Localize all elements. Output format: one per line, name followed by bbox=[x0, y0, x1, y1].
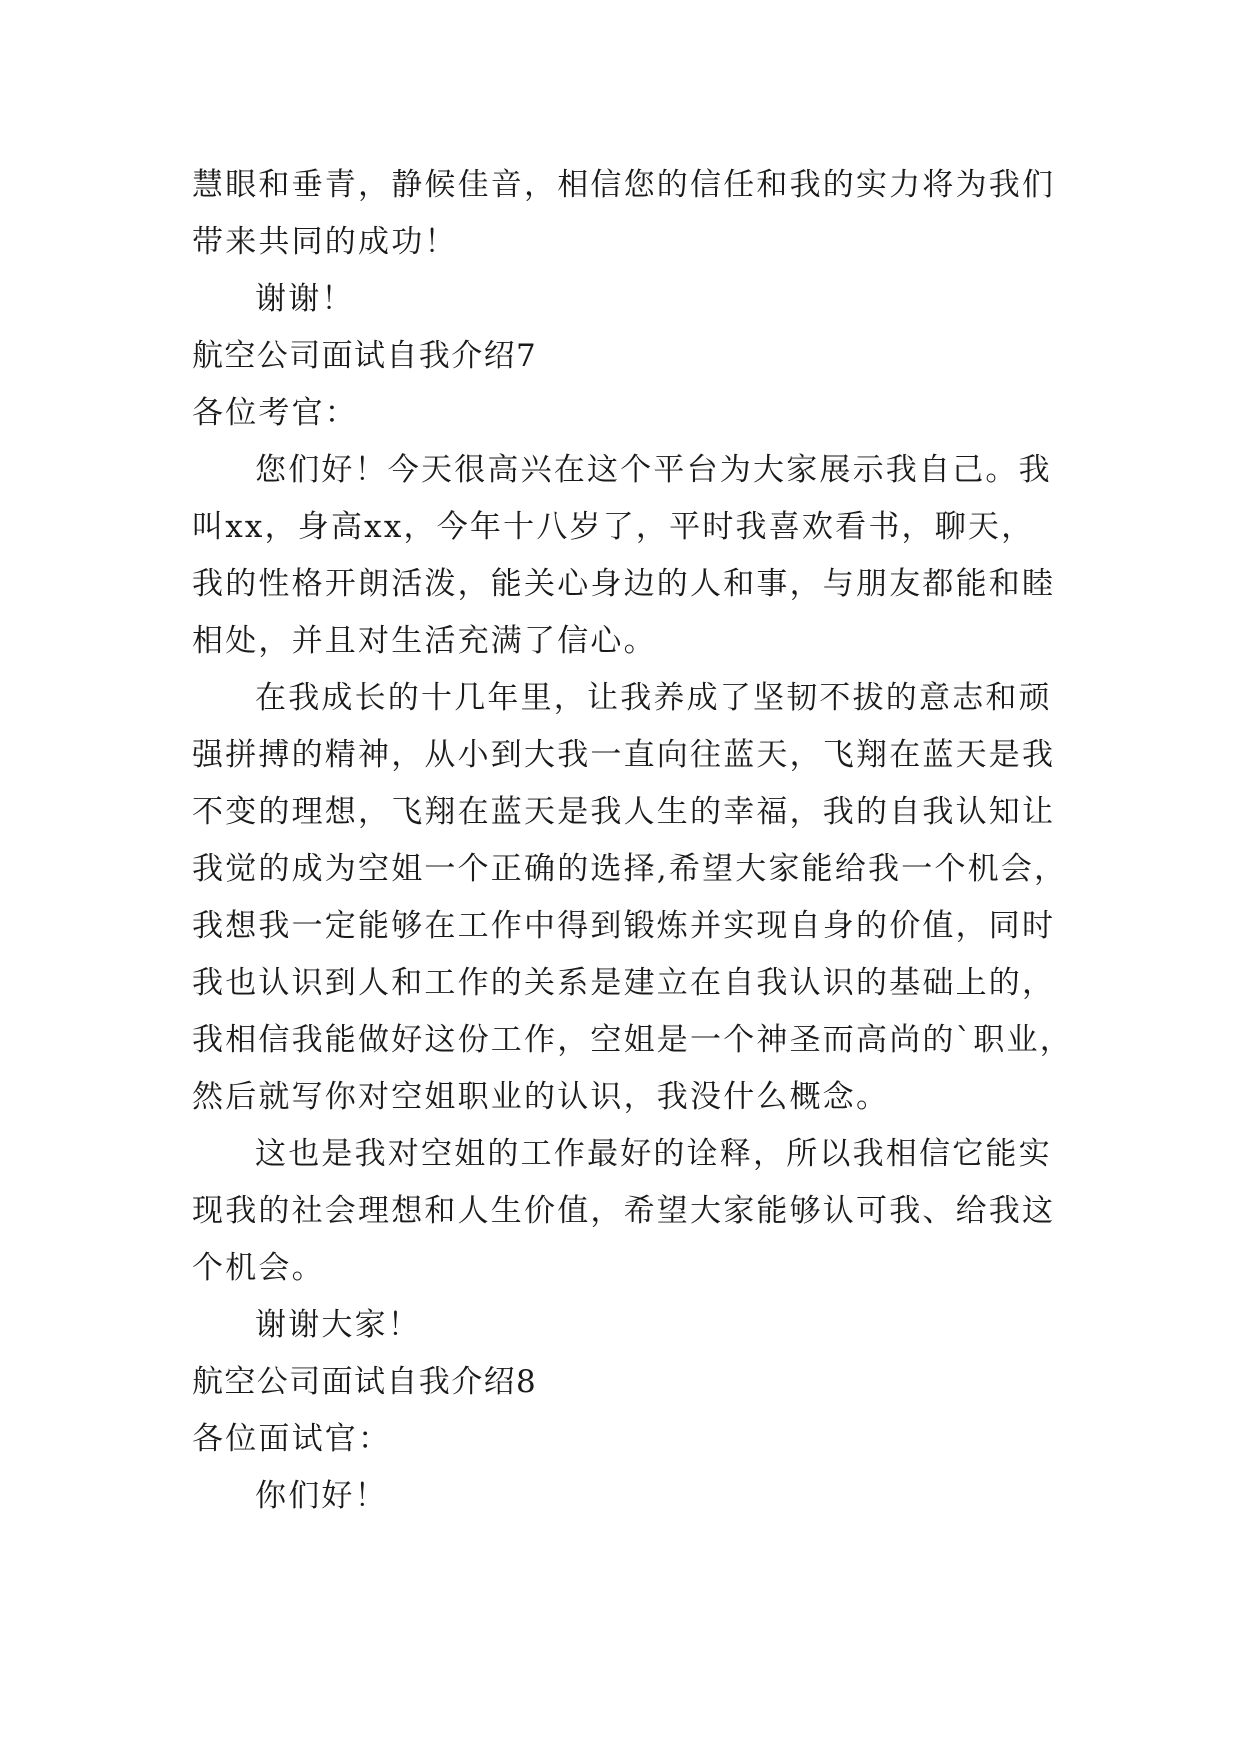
paragraph-line: 现我的社会理想和人生价值，希望大家能够认可我、给我这 bbox=[192, 1193, 1056, 1229]
closing-thanks: 谢谢大家！ bbox=[255, 1307, 421, 1343]
paragraph-line: 在我成长的十几年里，让我养成了坚韧不拔的意志和顽 bbox=[255, 680, 1052, 716]
section-heading-7: 航空公司面试自我介绍7 bbox=[192, 338, 538, 374]
paragraph-line: 您们好！今天很高兴在这个平台为大家展示我自己。我 bbox=[255, 452, 1052, 488]
paragraph-line: 叫xx，身高xx，今年十八岁了，平时我喜欢看书，聊天， bbox=[192, 509, 1035, 545]
paragraph-line: 然后就写你对空姐职业的认识，我没什么概念。 bbox=[192, 1079, 890, 1115]
paragraph-line: 我想我一定能够在工作中得到锻炼并实现自身的价值，同时 bbox=[192, 908, 1056, 944]
closing-thanks: 谢谢！ bbox=[255, 281, 355, 317]
paragraph-line: 相处，并且对生活充满了信心。 bbox=[192, 623, 657, 659]
document-body bbox=[192, 157, 1072, 1525]
paragraph-line: 我也认识到人和工作的关系是建立在自我认识的基础上的， bbox=[192, 965, 1056, 1001]
paragraph-line: 我相信我能做好这份工作，空姐是一个神圣而高尚的`职业， bbox=[192, 1022, 1073, 1058]
paragraph-line: 慧眼和垂青，静候佳音，相信您的信任和我的实力将为我们 bbox=[192, 167, 1056, 203]
paragraph-line: 不变的理想，飞翔在蓝天是我人生的幸福，我的自我认知让 bbox=[192, 794, 1056, 830]
greeting-line: 你们好！ bbox=[255, 1478, 388, 1514]
paragraph-line: 这也是我对空姐的工作最好的诠释，所以我相信它能实 bbox=[255, 1136, 1052, 1172]
paragraph-line: 我觉的成为空姐一个正确的选择,希望大家能给我一个机会， bbox=[192, 851, 1068, 887]
section-heading-8: 航空公司面试自我介绍8 bbox=[192, 1364, 538, 1400]
salutation: 各位考官： bbox=[192, 395, 358, 431]
paragraph-line: 强拼搏的精神，从小到大我一直向往蓝天，飞翔在蓝天是我 bbox=[192, 737, 1056, 773]
paragraph-line: 我的性格开朗活泼，能关心身边的人和事，与朋友都能和睦 bbox=[192, 566, 1056, 602]
paragraph-line: 个机会。 bbox=[192, 1250, 325, 1286]
paragraph-line: 带来共同的成功！ bbox=[192, 224, 458, 260]
salutation: 各位面试官： bbox=[192, 1421, 392, 1457]
